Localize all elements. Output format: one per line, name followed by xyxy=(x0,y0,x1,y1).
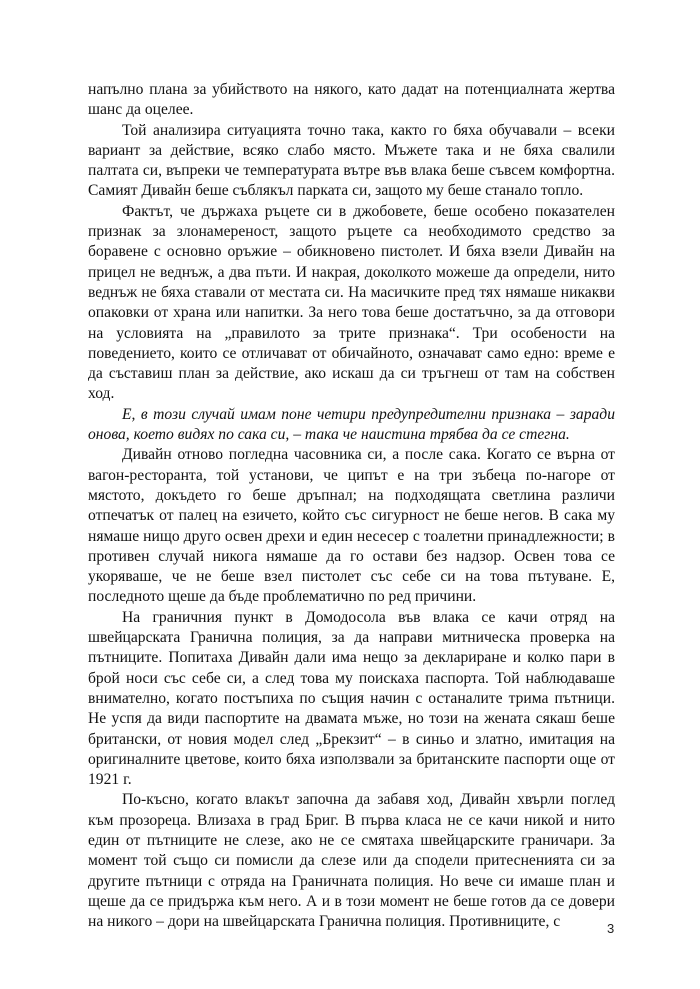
paragraph-7: По-късно, когато влакът започна да забавя ход, Дивайн хвърли поглед към прозореца. Влизаха в град Бриг. В първа класа не се качи никой и нито един от пътниците не слезе, ако не се смятаха швейцарските граничари. За момент той също си помисли да слезе или да сподели притесненията си за другите пътници с отряда на Граничната полиция. Но вече си имаше план и щеше да се придържа към него. А и в този момент не беше готов да се довери на никого – дори на швейцарската Гранична полиция. Противниците, с xyxy=(88,791,615,931)
page-number: 3 xyxy=(607,921,615,936)
paragraph-3: Фактът, че държаха ръцете си в джобовете, беше особено показателен признак за злонамереност, защото ръцете са необходимото средство за боравене с основно оръжие – обикновено пистолет. И бяха взели Дивайн на прицел не веднъж, а два пъти. И накрая, доколкото можеше да определи, нито веднъж не бяха ставали от местата си. На масичките пред тях нямаше никакви опаковки от храна или напитки. За него това беше достатъчно, за да отговори на условията на „правилото за трите признака“. Три особености на поведението, които се отличават от обичайното, означават само едно: време е да съставиш план за действие, ако искаш да си тръгнеш от там на собствен ход. xyxy=(88,202,615,403)
paragraph-5: Дивайн отново погледна часовника си, а после сака. Когато се върна от вагон-ресторанта, той установи, че ципът е на три зъбеца по-нагоре от мястото, докъдето го беше дръпнал; на подходящата светлина различи отпечатък от палец на езичето, който със сигурност не беше негов. В сака му нямаше нищо друго освен дрехи и един несесер с тоалетни принадлежности; в противен случай никога нямаше да го остави без надзор. Освен това се укоряваше, че не беше взел пистолет със себе си на това пътуване. Е, последното щеше да бъде проблематично по ред причини. xyxy=(88,446,615,606)
paragraph-4-italic: Е, в този случай имам поне четири предупредителни признака – заради онова, което видях по сака си, – така че наистина трябва да се стегна. xyxy=(88,405,615,444)
paragraph-2: Той анализира ситуацията точно така, както го бяха обучавали – всеки вариант за действие, всяко слабо място. Мъжете така и не бяха свалили палтата си, въпреки че температурата вътре във влака беше съвсем комфортна. Самият Дивайн беше съблякъл парката си, защото му беше станало топло. xyxy=(88,121,615,200)
body-text xyxy=(88,80,615,932)
paragraph-1: напълно плана за убийството на някого, като дадат на потенциалната жертва шанс да оцелее. xyxy=(88,81,615,119)
paragraph-6: На граничния пункт в Домодосола във влака се качи отряд на швейцарската Гранична полиция, за да направи митническа проверка на пътниците. Попитаха Дивайн дали има нещо за деклариране и колко пари в брой носи със себе си, а след това му поискаха паспорта. Той наблюдаваше внимателно, когато постъпиха по същия начин с останалите трима пътници. Не успя да види паспортите на двамата мъже, но този на жената сякаш беше британски, от новия модел след „Брекзит“ – в синьо и златно, имитация на оригиналните цветове, които бяха използвали за британските паспорти още от 1921 г. xyxy=(88,608,615,789)
